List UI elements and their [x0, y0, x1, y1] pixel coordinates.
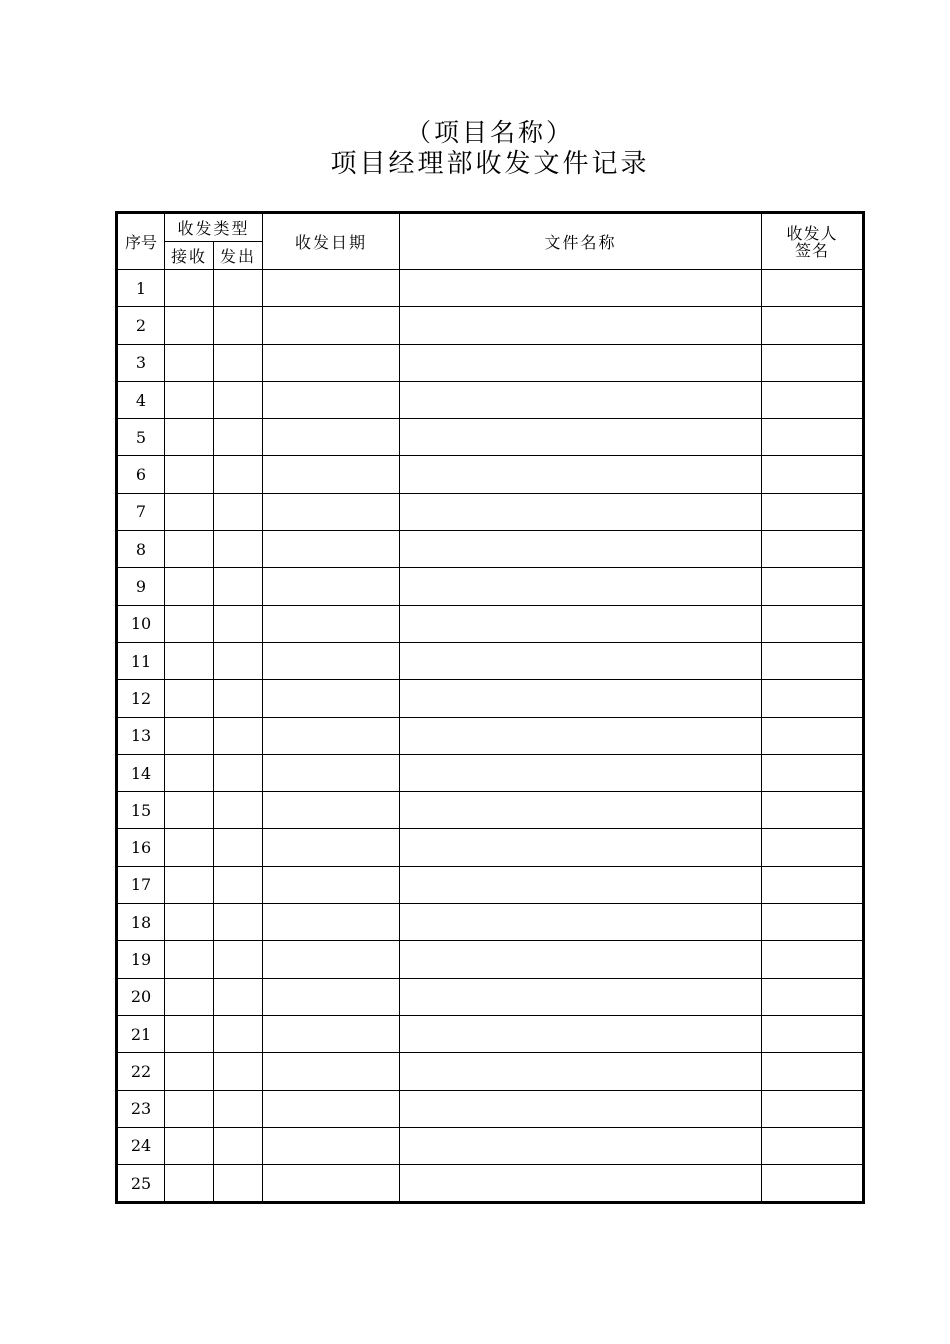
row-send-cell[interactable]	[214, 1127, 263, 1164]
row-send-cell[interactable]	[214, 978, 263, 1015]
row-signer-cell[interactable]	[762, 270, 864, 307]
table-row	[117, 680, 864, 717]
row-seq-cell: 7	[117, 493, 165, 530]
row-receive-cell[interactable]	[165, 792, 214, 829]
row-date-cell[interactable]	[263, 717, 400, 754]
row-receive-cell[interactable]	[165, 717, 214, 754]
table-row	[117, 829, 864, 866]
header-send: 发出	[214, 242, 263, 270]
row-seq-cell: 24	[117, 1127, 165, 1164]
row-receive-cell[interactable]	[165, 754, 214, 791]
row-receive-cell[interactable]	[165, 978, 214, 1015]
row-seq-cell: 4	[117, 381, 165, 418]
row-file-name-cell[interactable]	[400, 1127, 762, 1164]
row-send-cell[interactable]	[214, 866, 263, 903]
row-receive-cell[interactable]	[165, 344, 214, 381]
row-receive-cell[interactable]	[165, 270, 214, 307]
row-date-cell[interactable]	[263, 1053, 400, 1090]
row-file-name-cell[interactable]	[400, 717, 762, 754]
row-file-name-cell[interactable]	[400, 1165, 762, 1203]
row-receive-cell[interactable]	[165, 605, 214, 642]
row-file-name-cell[interactable]	[400, 568, 762, 605]
row-signer-cell[interactable]	[762, 381, 864, 418]
table-body	[117, 270, 864, 1203]
row-signer-cell[interactable]	[762, 1090, 864, 1127]
row-signer-cell[interactable]	[762, 605, 864, 642]
row-send-cell[interactable]	[214, 1053, 263, 1090]
row-receive-cell[interactable]	[165, 642, 214, 679]
table-row	[117, 605, 864, 642]
row-file-name-cell[interactable]	[400, 307, 762, 344]
row-receive-cell[interactable]	[165, 381, 214, 418]
row-file-name-cell[interactable]	[400, 904, 762, 941]
table-row	[117, 866, 864, 903]
row-date-cell[interactable]	[263, 680, 400, 717]
row-date-cell[interactable]	[263, 1165, 400, 1203]
row-signer-cell[interactable]	[762, 1053, 864, 1090]
page-title: 项目经理部收发文件记录	[330, 149, 650, 179]
row-send-cell[interactable]	[214, 307, 263, 344]
row-send-cell[interactable]	[214, 1015, 263, 1052]
row-seq-cell: 15	[117, 792, 165, 829]
row-signer-cell[interactable]	[762, 1127, 864, 1164]
row-date-cell[interactable]	[263, 344, 400, 381]
row-receive-cell[interactable]	[165, 1090, 214, 1127]
table-row	[117, 1165, 864, 1203]
row-receive-cell[interactable]	[165, 456, 214, 493]
row-receive-cell[interactable]	[165, 493, 214, 530]
row-seq-cell: 16	[117, 829, 165, 866]
header-signer-line1: 收发人	[786, 223, 838, 243]
row-send-cell[interactable]	[214, 1165, 263, 1203]
table-row	[117, 792, 864, 829]
row-seq-cell: 9	[117, 568, 165, 605]
row-send-cell[interactable]	[214, 904, 263, 941]
row-date-cell[interactable]	[263, 307, 400, 344]
row-file-name-cell[interactable]	[400, 381, 762, 418]
row-receive-cell[interactable]	[165, 680, 214, 717]
title-block	[0, 118, 950, 180]
row-file-name-cell[interactable]	[400, 605, 762, 642]
row-date-cell[interactable]	[263, 1015, 400, 1052]
row-receive-cell[interactable]	[165, 1015, 214, 1052]
row-seq-cell: 12	[117, 680, 165, 717]
row-seq-cell: 10	[117, 605, 165, 642]
row-send-cell[interactable]	[214, 605, 263, 642]
row-seq-cell: 1	[117, 270, 165, 307]
row-send-cell[interactable]	[214, 568, 263, 605]
row-send-cell[interactable]	[214, 381, 263, 418]
file-record-table	[115, 211, 865, 1204]
row-date-cell[interactable]	[263, 381, 400, 418]
row-send-cell[interactable]	[214, 941, 263, 978]
table-row	[117, 1090, 864, 1127]
row-date-cell[interactable]	[263, 531, 400, 568]
row-receive-cell[interactable]	[165, 1165, 214, 1203]
row-signer-cell[interactable]	[762, 866, 864, 903]
row-file-name-cell[interactable]	[400, 642, 762, 679]
row-date-cell[interactable]	[263, 493, 400, 530]
row-date-cell[interactable]	[263, 642, 400, 679]
row-file-name-cell[interactable]	[400, 270, 762, 307]
table-row	[117, 568, 864, 605]
table-row	[117, 642, 864, 679]
row-signer-cell[interactable]	[762, 344, 864, 381]
row-receive-cell[interactable]	[165, 531, 214, 568]
row-date-cell[interactable]	[263, 419, 400, 456]
row-file-name-cell[interactable]	[400, 456, 762, 493]
row-date-cell[interactable]	[263, 866, 400, 903]
row-seq-cell: 19	[117, 941, 165, 978]
row-seq-cell: 13	[117, 717, 165, 754]
row-seq-cell: 23	[117, 1090, 165, 1127]
row-date-cell[interactable]	[263, 568, 400, 605]
table-row	[117, 1127, 864, 1164]
row-signer-cell[interactable]	[762, 904, 864, 941]
row-file-name-cell[interactable]	[400, 1053, 762, 1090]
row-send-cell[interactable]	[214, 754, 263, 791]
row-signer-cell[interactable]	[762, 680, 864, 717]
table-row	[117, 381, 864, 418]
row-signer-cell[interactable]	[762, 531, 864, 568]
row-file-name-cell[interactable]	[400, 941, 762, 978]
table-row	[117, 754, 864, 791]
row-signer-cell[interactable]	[762, 642, 864, 679]
table-row	[117, 904, 864, 941]
row-send-cell[interactable]	[214, 531, 263, 568]
header-signer-line2: 签名	[795, 240, 830, 260]
row-send-cell[interactable]	[214, 344, 263, 381]
header-seq: 序号	[117, 213, 165, 270]
table-row	[117, 307, 864, 344]
row-receive-cell[interactable]	[165, 866, 214, 903]
table-row	[117, 493, 864, 530]
row-file-name-cell[interactable]	[400, 344, 762, 381]
row-seq-cell: 20	[117, 978, 165, 1015]
header-receive: 接收	[165, 242, 214, 270]
row-send-cell[interactable]	[214, 642, 263, 679]
row-seq-cell: 18	[117, 904, 165, 941]
row-receive-cell[interactable]	[165, 568, 214, 605]
row-seq-cell: 11	[117, 642, 165, 679]
row-date-cell[interactable]	[263, 456, 400, 493]
row-signer-cell[interactable]	[762, 829, 864, 866]
row-signer-cell[interactable]	[762, 493, 864, 530]
row-date-cell[interactable]	[263, 270, 400, 307]
row-file-name-cell[interactable]	[400, 829, 762, 866]
row-file-name-cell[interactable]	[400, 866, 762, 903]
row-receive-cell[interactable]	[165, 1127, 214, 1164]
table-row	[117, 1015, 864, 1052]
row-receive-cell[interactable]	[165, 1053, 214, 1090]
table-row	[117, 978, 864, 1015]
table-row	[117, 531, 864, 568]
table-row	[117, 941, 864, 978]
row-seq-cell: 22	[117, 1053, 165, 1090]
row-file-name-cell[interactable]	[400, 493, 762, 530]
row-signer-cell[interactable]	[762, 941, 864, 978]
row-date-cell[interactable]	[263, 904, 400, 941]
row-send-cell[interactable]	[214, 419, 263, 456]
row-date-cell[interactable]	[263, 792, 400, 829]
row-signer-cell[interactable]	[762, 307, 864, 344]
row-file-name-cell[interactable]	[400, 680, 762, 717]
row-file-name-cell[interactable]	[400, 531, 762, 568]
row-signer-cell[interactable]	[762, 792, 864, 829]
row-signer-cell[interactable]	[762, 419, 864, 456]
row-send-cell[interactable]	[214, 270, 263, 307]
row-date-cell[interactable]	[263, 1090, 400, 1127]
table-row	[117, 270, 864, 307]
row-file-name-cell[interactable]	[400, 1015, 762, 1052]
row-seq-cell: 5	[117, 419, 165, 456]
row-date-cell[interactable]	[263, 941, 400, 978]
row-signer-cell[interactable]	[762, 1015, 864, 1052]
row-date-cell[interactable]	[263, 605, 400, 642]
row-send-cell[interactable]	[214, 829, 263, 866]
row-signer-cell[interactable]	[762, 456, 864, 493]
row-seq-cell: 2	[117, 307, 165, 344]
row-send-cell[interactable]	[214, 493, 263, 530]
row-seq-cell: 21	[117, 1015, 165, 1052]
row-seq-cell: 6	[117, 456, 165, 493]
row-signer-cell[interactable]	[762, 717, 864, 754]
row-receive-cell[interactable]	[165, 829, 214, 866]
row-file-name-cell[interactable]	[400, 1090, 762, 1127]
row-seq-cell: 8	[117, 531, 165, 568]
header-file-name: 文件名称	[400, 213, 762, 270]
row-date-cell[interactable]	[263, 754, 400, 791]
row-send-cell[interactable]	[214, 456, 263, 493]
table-row	[117, 456, 864, 493]
header-date: 收发日期	[263, 213, 400, 270]
table-row	[117, 1053, 864, 1090]
header-signer	[762, 213, 864, 270]
row-file-name-cell[interactable]	[400, 978, 762, 1015]
table-row	[117, 717, 864, 754]
row-date-cell[interactable]	[263, 829, 400, 866]
row-receive-cell[interactable]	[165, 904, 214, 941]
row-seq-cell: 17	[117, 866, 165, 903]
row-signer-cell[interactable]	[762, 754, 864, 791]
row-send-cell[interactable]	[214, 1090, 263, 1127]
row-signer-cell[interactable]	[762, 978, 864, 1015]
row-receive-cell[interactable]	[165, 419, 214, 456]
row-seq-cell: 25	[117, 1165, 165, 1203]
table-row	[117, 344, 864, 381]
row-send-cell[interactable]	[214, 680, 263, 717]
row-seq-cell: 14	[117, 754, 165, 791]
row-file-name-cell[interactable]	[400, 792, 762, 829]
row-date-cell[interactable]	[263, 978, 400, 1015]
row-receive-cell[interactable]	[165, 307, 214, 344]
row-date-cell[interactable]	[263, 1127, 400, 1164]
row-receive-cell[interactable]	[165, 941, 214, 978]
row-signer-cell[interactable]	[762, 1165, 864, 1203]
row-signer-cell[interactable]	[762, 568, 864, 605]
row-send-cell[interactable]	[214, 792, 263, 829]
header-type-group: 收发类型	[165, 213, 263, 242]
row-seq-cell: 3	[117, 344, 165, 381]
row-send-cell[interactable]	[214, 717, 263, 754]
table-row	[117, 419, 864, 456]
row-file-name-cell[interactable]	[400, 754, 762, 791]
project-name-placeholder: （项目名称）	[405, 118, 574, 147]
row-file-name-cell[interactable]	[400, 419, 762, 456]
